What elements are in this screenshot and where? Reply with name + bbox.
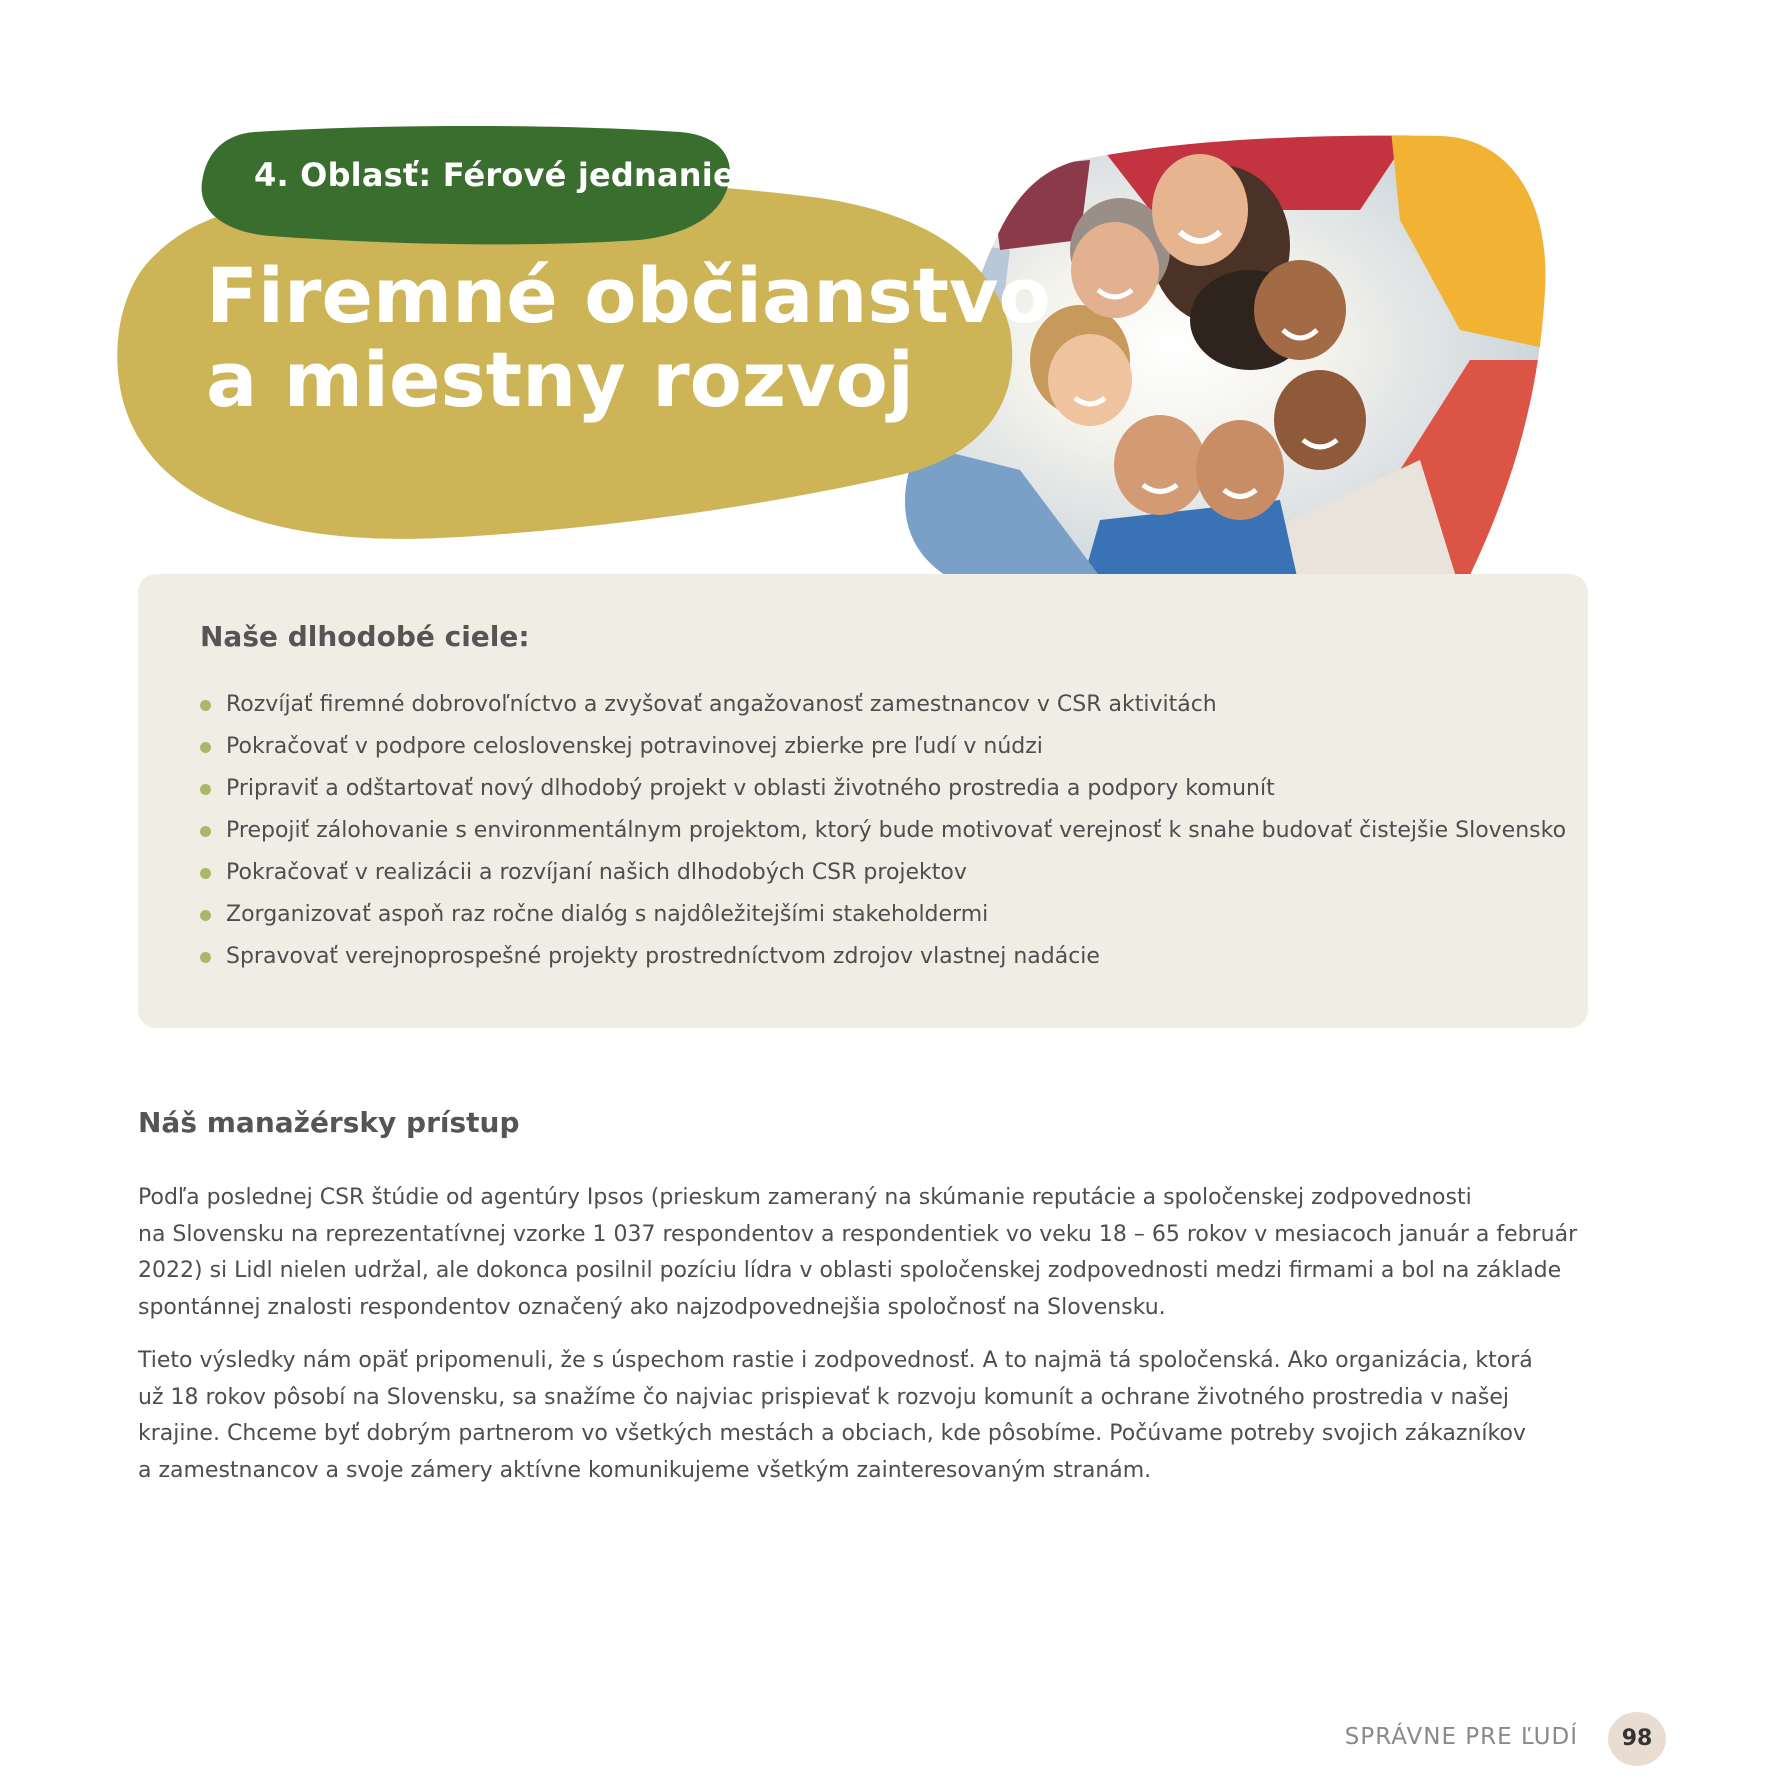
bullet-dot-icon	[200, 826, 211, 837]
goal-item: Pripraviť a odštartovať nový dlhodobý projekt v oblasti životného prostredia a podpory komunít	[200, 768, 1566, 810]
approach-paragraph-2	[138, 1343, 1558, 1489]
section-tag: 4. Oblasť: Férové jednanie	[254, 156, 735, 194]
goal-item: Spravovať verejnoprospešné projekty prostredníctvom zdrojov vlastnej nadácie	[200, 936, 1566, 978]
bullet-dot-icon	[200, 952, 211, 963]
bullet-dot-icon	[200, 868, 211, 879]
page-title	[206, 251, 1051, 424]
paragraph-line: spontánnej znalosti respondentov označený ako najzodpovednejšia spoločnosť na Slovensku.	[138, 1294, 1166, 1320]
approach-heading: Náš manažérsky prístup	[138, 1106, 520, 1139]
paragraph-line: 2022) si Lidl nielen udržal, ale dokonca posilnil pozíciu lídra v oblasti spoločenskej zodpovednosti medzi firmami a bol na základe	[138, 1258, 1562, 1283]
paragraph-line: krajine. Chceme byť dobrým partnerom vo všetkých mestách a obciach, kde pôsobíme. Počúvame potreby svojich zákazníkov	[138, 1421, 1526, 1446]
goal-item: Rozvíjať firemné dobrovoľníctvo a zvyšovať angažovanosť zamestnancov v CSR aktivitách	[200, 684, 1566, 726]
paragraph-line: na Slovensku na reprezentatívnej vzorke 1 037 respondentov a respondentiek vo veku 18 – 65 rokov v mesiacoch január a február	[138, 1221, 1578, 1247]
paragraph-line: a zamestnancov a svoje zámery aktívne komunikujeme všetkým zainteresovaným stranám.	[138, 1457, 1152, 1483]
approach-paragraph-1	[138, 1180, 1578, 1326]
goals-panel	[138, 574, 1588, 1028]
bullet-dot-icon	[200, 784, 211, 795]
paragraph-line: už 18 rokov pôsobí na Slovensku, sa snažíme čo najviac prispievať k rozvoju komunít a ochrane životného prostredia v našej	[138, 1384, 1509, 1410]
bullet-dot-icon	[200, 910, 211, 921]
goal-item: Zorganizovať aspoň raz ročne dialóg s najdôležitejšími stakeholdermi	[200, 894, 1566, 936]
goals-list	[200, 684, 1566, 978]
goal-item: Pokračovať v realizácii a rozvíjaní našich dlhodobých CSR projektov	[200, 852, 1566, 894]
page-number-badge: 98	[1608, 1712, 1666, 1766]
footer-label: SPRÁVNE PRE ĽUDÍ	[1344, 1724, 1578, 1750]
page-title-line-2: a miestny rozvoj	[206, 335, 914, 424]
paragraph-line: Tieto výsledky nám opäť pripomenuli, že s úspechom rastie i zodpovednosť. A to najmä tá spoločenská. Ako organizácia, ktorá	[138, 1348, 1533, 1373]
bullet-dot-icon	[200, 742, 211, 753]
paragraph-line: Podľa poslednej CSR štúdie od agentúry Ipsos (prieskum zameraný na skúmanie reputácie a spoločenskej zodpovednosti	[138, 1185, 1472, 1210]
goal-item: Pokračovať v podpore celoslovenskej potravinovej zbierke pre ľudí v núdzi	[200, 726, 1566, 768]
bullet-dot-icon	[200, 700, 211, 711]
goal-item: Prepojiť zálohovanie s environmentálnym projektom, ktorý bude motivovať verejnosť k snahe budovať čistejšie Slovensko	[200, 810, 1566, 852]
goals-heading: Naše dlhodobé ciele:	[200, 620, 530, 653]
page-title-line-1: Firemné občianstvo	[206, 251, 1051, 340]
